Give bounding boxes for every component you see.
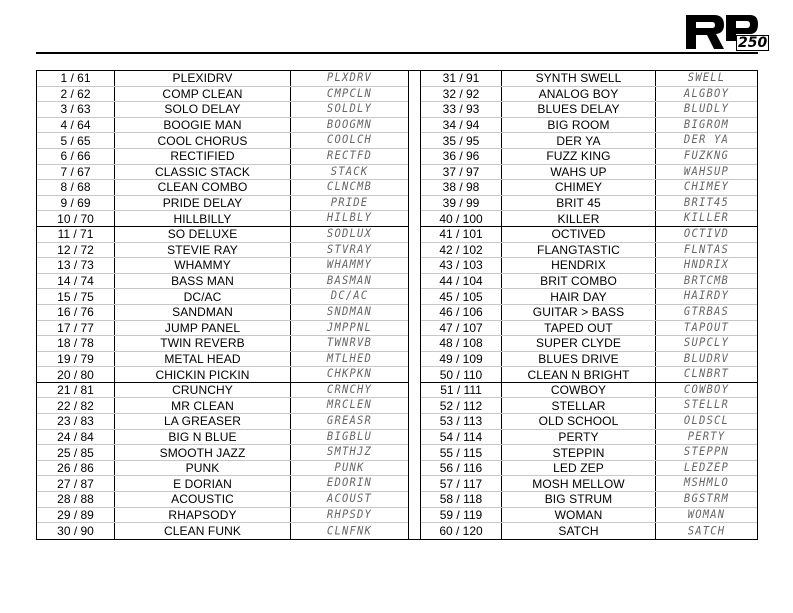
preset-row xyxy=(37,445,408,461)
preset-row xyxy=(421,508,757,524)
preset-number: 38 / 98 xyxy=(421,180,502,195)
preset-row xyxy=(421,367,757,383)
preset-row xyxy=(37,305,408,321)
preset-display-name: HILBLY xyxy=(326,212,373,226)
preset-display-name: CLNCMB xyxy=(326,180,373,194)
preset-display-name: CHIMEY xyxy=(683,180,730,194)
preset-name: RHAPSODY xyxy=(115,508,291,523)
preset-row xyxy=(37,196,408,212)
preset-row xyxy=(37,383,408,399)
preset-display-name: CMPCLN xyxy=(326,87,373,101)
preset-number: 17 / 77 xyxy=(37,321,115,336)
preset-display-name: ALGBOY xyxy=(683,87,730,101)
preset-display-name: WHAMMY xyxy=(326,258,373,272)
preset-display-name: ACOUST xyxy=(326,492,373,506)
preset-name: LED ZEP xyxy=(502,461,656,476)
preset-display-name: TAPOUT xyxy=(683,321,730,335)
preset-number: 7 / 67 xyxy=(37,165,115,180)
preset-number: 48 / 108 xyxy=(421,336,502,351)
preset-display-name: CRNCHY xyxy=(326,383,373,397)
preset-display-name: BOOGMN xyxy=(326,118,373,132)
preset-number: 24 / 84 xyxy=(37,430,115,445)
preset-number: 3 / 63 xyxy=(37,102,115,117)
preset-name: STEPPIN xyxy=(502,445,656,460)
preset-name: FLANGTASTIC xyxy=(502,243,656,258)
preset-display-name: LEDZEP xyxy=(683,461,730,475)
preset-name: BRIT 45 xyxy=(502,196,656,211)
preset-row xyxy=(37,165,408,181)
preset-row xyxy=(421,149,757,165)
preset-display-name: STACK xyxy=(330,165,369,179)
preset-display-name: BRTCMB xyxy=(683,274,730,288)
preset-name: OLD SCHOOL xyxy=(502,414,656,429)
preset-display-name: DER YA xyxy=(683,134,730,148)
preset-row xyxy=(37,118,408,134)
preset-display-name: PERTY xyxy=(687,430,726,444)
preset-number: 26 / 86 xyxy=(37,461,115,476)
preset-display-name: SODLUX xyxy=(326,227,373,241)
preset-row xyxy=(421,476,757,492)
preset-number: 2 / 62 xyxy=(37,87,115,102)
preset-display-name: EDORIN xyxy=(326,477,373,491)
preset-row xyxy=(421,414,757,430)
preset-name: CLEAN FUNK xyxy=(115,523,291,539)
preset-row xyxy=(37,398,408,414)
preset-name: BLUES DRIVE xyxy=(502,352,656,367)
preset-number: 25 / 85 xyxy=(37,445,115,460)
preset-name: PRIDE DELAY xyxy=(115,196,291,211)
preset-number: 32 / 92 xyxy=(421,87,502,102)
preset-name: DER YA xyxy=(502,133,656,148)
preset-number: 59 / 119 xyxy=(421,508,502,523)
preset-display-name: DC/AC xyxy=(330,290,369,304)
preset-row xyxy=(37,508,408,524)
preset-row xyxy=(37,289,408,305)
preset-number: 15 / 75 xyxy=(37,289,115,304)
preset-name: CHICKIN PICKIN xyxy=(115,367,291,382)
preset-name: OCTIVED xyxy=(502,227,656,242)
preset-display-name: BIGBLU xyxy=(326,430,373,444)
preset-row xyxy=(37,367,408,383)
preset-display-name: STVRAY xyxy=(326,243,373,257)
preset-number: 10 / 70 xyxy=(37,211,115,226)
preset-name: COWBOY xyxy=(502,383,656,398)
preset-number: 31 / 91 xyxy=(421,71,502,86)
preset-display-name: GREASR xyxy=(326,414,373,428)
column-gutter xyxy=(408,71,421,539)
preset-number: 13 / 73 xyxy=(37,258,115,273)
preset-row xyxy=(37,336,408,352)
preset-row xyxy=(421,102,757,118)
preset-row xyxy=(37,71,408,87)
preset-name: WHAMMY xyxy=(115,258,291,273)
preset-row xyxy=(421,352,757,368)
preset-number: 40 / 100 xyxy=(421,211,502,226)
preset-name: STELLAR xyxy=(502,398,656,413)
preset-name: KILLER xyxy=(502,211,656,226)
preset-name: BIG ROOM xyxy=(502,118,656,133)
preset-row xyxy=(421,165,757,181)
preset-number: 16 / 76 xyxy=(37,305,115,320)
logo-model-number: 250 xyxy=(738,35,768,51)
preset-row xyxy=(421,321,757,337)
preset-display-name: STEPPN xyxy=(683,446,730,460)
preset-number: 35 / 95 xyxy=(421,133,502,148)
preset-row xyxy=(421,289,757,305)
preset-number: 53 / 113 xyxy=(421,414,502,429)
preset-name: HILLBILLY xyxy=(115,211,291,226)
preset-number: 33 / 93 xyxy=(421,102,502,117)
preset-row xyxy=(421,258,757,274)
preset-display-name: OLDSCL xyxy=(683,414,730,428)
preset-row xyxy=(37,352,408,368)
preset-column-right xyxy=(421,71,757,539)
preset-row xyxy=(421,492,757,508)
preset-name: SUPER CLYDE xyxy=(502,336,656,351)
preset-name: RECTIFIED xyxy=(115,149,291,164)
preset-name: SO DELUXE xyxy=(115,227,291,242)
preset-display-name: WOMAN xyxy=(687,508,726,522)
preset-row xyxy=(421,227,757,243)
preset-number: 49 / 109 xyxy=(421,352,502,367)
preset-row xyxy=(421,196,757,212)
preset-name: COOL CHORUS xyxy=(115,133,291,148)
preset-name: SOLO DELAY xyxy=(115,102,291,117)
preset-display-name: RECTFD xyxy=(326,149,373,163)
preset-number: 41 / 101 xyxy=(421,227,502,242)
header-rule xyxy=(36,52,758,54)
preset-row xyxy=(421,118,757,134)
preset-row xyxy=(37,149,408,165)
preset-row xyxy=(37,243,408,259)
preset-display-name: MSHMLO xyxy=(683,477,730,491)
preset-row xyxy=(421,87,757,103)
preset-name: CLASSIC STACK xyxy=(115,165,291,180)
preset-display-name: BRIT45 xyxy=(683,196,730,210)
preset-row xyxy=(37,321,408,337)
preset-name: DC/AC xyxy=(115,289,291,304)
preset-display-name: KILLER xyxy=(683,212,730,226)
preset-row xyxy=(421,336,757,352)
preset-name: JUMP PANEL xyxy=(115,321,291,336)
preset-display-name: HAIRDY xyxy=(683,290,730,304)
preset-display-name: SWELL xyxy=(687,71,726,85)
preset-number: 56 / 116 xyxy=(421,461,502,476)
preset-number: 51 / 111 xyxy=(421,383,502,398)
preset-row xyxy=(37,523,408,539)
preset-display-name: GTRBAS xyxy=(683,305,730,319)
preset-name: LA GREASER xyxy=(115,414,291,429)
preset-name: METAL HEAD xyxy=(115,352,291,367)
preset-row xyxy=(421,133,757,149)
preset-number: 43 / 103 xyxy=(421,258,502,273)
preset-number: 30 / 90 xyxy=(37,523,115,539)
preset-name: ANALOG BOY xyxy=(502,87,656,102)
preset-name: CLEAN COMBO xyxy=(115,180,291,195)
preset-number: 44 / 104 xyxy=(421,274,502,289)
preset-display-name: RHPSDY xyxy=(326,508,373,522)
preset-row xyxy=(37,430,408,446)
preset-number: 5 / 65 xyxy=(37,133,115,148)
preset-name: STEVIE RAY xyxy=(115,243,291,258)
preset-row xyxy=(37,414,408,430)
preset-row xyxy=(37,274,408,290)
preset-display-name: OCTIVD xyxy=(683,227,730,241)
preset-number: 1 / 61 xyxy=(37,71,115,86)
preset-row xyxy=(421,274,757,290)
preset-name: COMP CLEAN xyxy=(115,87,291,102)
preset-row xyxy=(421,383,757,399)
preset-name: SYNTH SWELL xyxy=(502,71,656,86)
preset-row xyxy=(37,133,408,149)
preset-name: HAIR DAY xyxy=(502,289,656,304)
preset-row xyxy=(37,227,408,243)
preset-row xyxy=(37,87,408,103)
preset-row xyxy=(37,461,408,477)
preset-row xyxy=(421,211,757,227)
preset-name: BOOGIE MAN xyxy=(115,118,291,133)
preset-number: 27 / 87 xyxy=(37,476,115,491)
preset-row xyxy=(421,243,757,259)
preset-name: SATCH xyxy=(502,523,656,539)
preset-display-name: BASMAN xyxy=(326,274,373,288)
preset-number: 21 / 81 xyxy=(37,383,115,398)
preset-row xyxy=(37,102,408,118)
preset-display-name: WAHSUP xyxy=(683,165,730,179)
preset-row xyxy=(421,398,757,414)
preset-number: 60 / 120 xyxy=(421,523,502,539)
preset-name: BASS MAN xyxy=(115,274,291,289)
preset-name: BRIT COMBO xyxy=(502,274,656,289)
preset-number: 12 / 72 xyxy=(37,243,115,258)
preset-number: 19 / 79 xyxy=(37,352,115,367)
preset-row xyxy=(421,523,757,539)
preset-number: 52 / 112 xyxy=(421,398,502,413)
preset-name: PERTY xyxy=(502,430,656,445)
preset-row xyxy=(37,258,408,274)
preset-number: 54 / 114 xyxy=(421,430,502,445)
preset-number: 14 / 74 xyxy=(37,274,115,289)
preset-table xyxy=(36,70,758,540)
preset-row xyxy=(421,430,757,446)
preset-display-name: SATCH xyxy=(687,524,726,538)
preset-name: CLEAN N BRIGHT xyxy=(502,367,656,382)
preset-display-name: STELLR xyxy=(683,399,730,413)
preset-number: 11 / 71 xyxy=(37,227,115,242)
preset-number: 50 / 110 xyxy=(421,367,502,382)
preset-number: 55 / 115 xyxy=(421,445,502,460)
preset-name: BLUES DELAY xyxy=(502,102,656,117)
preset-name: TAPED OUT xyxy=(502,321,656,336)
preset-display-name: SOLDLY xyxy=(326,103,373,116)
preset-number: 6 / 66 xyxy=(37,149,115,164)
preset-number: 18 / 78 xyxy=(37,336,115,351)
preset-number: 58 / 118 xyxy=(421,492,502,507)
preset-number: 9 / 69 xyxy=(37,196,115,211)
preset-number: 23 / 83 xyxy=(37,414,115,429)
preset-display-name: BLUDLY xyxy=(683,103,730,116)
rp250-logo xyxy=(684,11,768,53)
preset-number: 36 / 96 xyxy=(421,149,502,164)
preset-display-name: BGSTRM xyxy=(683,492,730,506)
preset-display-name: COWBOY xyxy=(683,383,730,397)
preset-row xyxy=(421,71,757,87)
preset-number: 45 / 105 xyxy=(421,289,502,304)
preset-name: ACOUSTIC xyxy=(115,492,291,507)
preset-display-name: JMPPNL xyxy=(326,321,373,335)
preset-display-name: BIGROM xyxy=(683,118,730,132)
preset-name: CRUNCHY xyxy=(115,383,291,398)
preset-name: SANDMAN xyxy=(115,305,291,320)
preset-display-name: FUZKNG xyxy=(683,149,730,163)
preset-number: 28 / 88 xyxy=(37,492,115,507)
preset-number: 47 / 107 xyxy=(421,321,502,336)
preset-number: 57 / 117 xyxy=(421,476,502,491)
preset-row xyxy=(421,305,757,321)
preset-row xyxy=(37,180,408,196)
preset-name: PUNK xyxy=(115,461,291,476)
preset-number: 22 / 82 xyxy=(37,398,115,413)
preset-display-name: SMTHJZ xyxy=(326,446,373,460)
preset-number: 34 / 94 xyxy=(421,118,502,133)
preset-name: CHIMEY xyxy=(502,180,656,195)
preset-display-name: MRCLEN xyxy=(326,399,373,413)
preset-number: 37 / 97 xyxy=(421,165,502,180)
preset-name: SMOOTH JAZZ xyxy=(115,445,291,460)
preset-number: 29 / 89 xyxy=(37,508,115,523)
preset-number: 42 / 102 xyxy=(421,243,502,258)
preset-display-name: HNDRIX xyxy=(683,258,730,272)
preset-name: PLEXIDRV xyxy=(115,71,291,86)
preset-number: 8 / 68 xyxy=(37,180,115,195)
preset-display-name: PLXDRV xyxy=(326,71,373,85)
preset-name: BIG N BLUE xyxy=(115,430,291,445)
preset-name: GUITAR > BASS xyxy=(502,305,656,320)
preset-display-name: CHKPKN xyxy=(326,368,373,382)
preset-name: WAHS UP xyxy=(502,165,656,180)
preset-row xyxy=(37,492,408,508)
preset-display-name: PRIDE xyxy=(330,196,369,210)
preset-name: HENDRIX xyxy=(502,258,656,273)
preset-number: 4 / 64 xyxy=(37,118,115,133)
preset-row xyxy=(421,180,757,196)
preset-number: 46 / 106 xyxy=(421,305,502,320)
preset-display-name: TWNRVB xyxy=(326,336,373,350)
preset-display-name: BLUDRV xyxy=(683,352,730,366)
preset-column-left xyxy=(37,71,408,539)
preset-number: 39 / 99 xyxy=(421,196,502,211)
preset-display-name: PUNK xyxy=(334,461,365,475)
preset-display-name: SNDMAN xyxy=(326,305,373,319)
preset-display-name: MTLHED xyxy=(326,352,373,366)
preset-name: BIG STRUM xyxy=(502,492,656,507)
preset-name: FUZZ KING xyxy=(502,149,656,164)
preset-row xyxy=(421,445,757,461)
preset-name: MR CLEAN xyxy=(115,398,291,413)
preset-display-name: SUPCLY xyxy=(683,336,730,350)
preset-display-name: FLNTAS xyxy=(683,243,730,257)
preset-name: MOSH MELLOW xyxy=(502,476,656,491)
preset-row xyxy=(37,476,408,492)
preset-display-name: COOLCH xyxy=(326,134,373,148)
preset-display-name: CLNFNK xyxy=(326,524,373,538)
preset-display-name: CLNBRT xyxy=(683,368,730,382)
preset-row xyxy=(37,211,408,227)
preset-name: WOMAN xyxy=(502,508,656,523)
preset-name: TWIN REVERB xyxy=(115,336,291,351)
preset-name: E DORIAN xyxy=(115,476,291,491)
preset-number: 20 / 80 xyxy=(37,367,115,382)
preset-row xyxy=(421,461,757,477)
